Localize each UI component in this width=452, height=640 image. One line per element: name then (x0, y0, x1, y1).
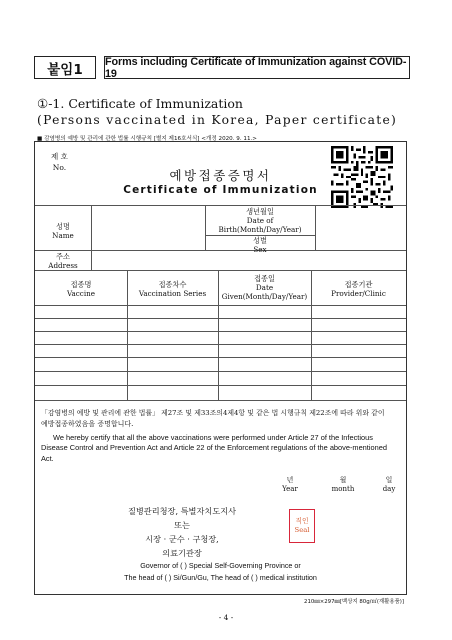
name-label-en: Name (52, 231, 74, 240)
name-label-ko: 성명 (56, 222, 70, 231)
appendix-tag: 붙임1 (34, 56, 96, 79)
authority-en-line-1: Governor of ( ) Special Self-Governing Province or (140, 561, 301, 570)
date-day-ko: 일 (385, 476, 393, 484)
date-day (377, 476, 401, 494)
page-number: - 4 - (218, 613, 234, 622)
sex-label (205, 236, 315, 254)
name-label (35, 222, 91, 240)
col-header-provider (311, 280, 406, 298)
birth-label (205, 207, 315, 234)
col-header-date (218, 274, 311, 301)
qr-code-icon (331, 146, 393, 208)
col-header-en: Vaccination Series (138, 289, 207, 298)
row-divider (35, 400, 406, 401)
vaccination-row (35, 318, 406, 319)
authority-line-3: 시장 · 군수 · 구청장, (145, 534, 219, 544)
seal-ko: 직인 (295, 517, 309, 525)
authority-line-1: 질병관리청장, 특별자치도지사 (127, 506, 237, 516)
form-number-ko: 제 호 (51, 152, 68, 161)
col-header-en: Provider/Clinic (331, 289, 386, 298)
official-seal-box (289, 509, 315, 543)
birth-label-ko: 생년월일 (246, 207, 274, 216)
authority-en-line-2: The head of ( ) Si/Gun/Gu, The head of ( ) medical institution (124, 573, 317, 582)
vaccination-row (35, 357, 406, 358)
date-year (275, 476, 305, 494)
col-divider (91, 205, 92, 270)
certification-ko-line-1: 「감염병의 예방 및 관리에 관한 법률」 제27조 및 제33조의4제4항 및 같은 법 시행규칙 제22조에 따라 위와 같이 (41, 409, 385, 417)
address-label-ko: 주소 (56, 252, 70, 261)
appendix-title: Forms including Certificate of Immunization against COVID-19 (104, 56, 410, 79)
address-label (35, 252, 91, 270)
date-year-en: Year (282, 485, 298, 494)
row-divider (35, 270, 406, 271)
address-label-en: Address (48, 261, 78, 270)
document-title-ko: 예방접종증명서 (169, 168, 272, 183)
section-subtitle: (Persons vaccinated in Korea, Paper certificate) (37, 113, 398, 127)
immunization-form (34, 141, 407, 595)
certification-ko-line-2: 예방접종하였음을 증명합니다. (41, 419, 134, 428)
col-header-en: Date (255, 283, 274, 292)
birth-label-en-1: Date of (246, 216, 274, 225)
col-header-ko: 접종명 (70, 280, 92, 289)
certification-ko (41, 408, 401, 430)
section-title: ①-1. Certificate of Immunization (37, 96, 243, 111)
legal-note: ■ 감염병의 예방 및 관리에 관한 법률 시행규칙 [별지 제16호서식] <개정 2020. 9. 11.> (37, 136, 257, 142)
col-header-en: Given(Month/Day/Year) (221, 292, 308, 301)
row-divider (35, 305, 406, 306)
vaccination-row (35, 371, 406, 372)
vaccination-row (35, 385, 406, 386)
col-header-series (127, 280, 218, 298)
document-title-en: Certificate of Immunization (123, 184, 318, 196)
col-header-vaccine (35, 280, 127, 298)
col-header-ko: 접종일 (254, 274, 275, 283)
birth-label-en-2: Birth(Month/Day/Year) (218, 225, 302, 234)
paper-size-note: 210㎜×297㎜[백상지 80g/㎡(재활용품)] (304, 599, 404, 605)
date-year-ko: 년 (286, 476, 294, 484)
appendix-header (34, 56, 410, 79)
form-number-en: No. (52, 162, 67, 172)
col-header-ko: 접종기관 (344, 280, 373, 289)
sex-label-en: Sex (253, 245, 267, 254)
authority-line-4: 의료기관장 (162, 548, 202, 558)
date-month-en: month (331, 485, 355, 494)
certification-en: We hereby certify that all the above vaccinations were performed under Article 27 of the Infectious Disease Control and Prevention Act and Article 22 of the Enforcement regulations of the above-mentioned Act. (41, 433, 387, 463)
authority-line-2: 또는 (174, 520, 190, 530)
col-divider (315, 205, 316, 250)
vaccination-row (35, 344, 406, 345)
sex-label-ko: 성별 (253, 236, 267, 245)
date-month (325, 476, 361, 494)
vaccination-row (35, 331, 406, 332)
seal-en: Seal (294, 525, 310, 534)
col-header-ko: 접종차수 (158, 280, 187, 289)
date-day-en: day (382, 485, 396, 494)
col-header-en: Vaccine (66, 289, 96, 298)
date-month-ko: 월 (339, 476, 347, 484)
